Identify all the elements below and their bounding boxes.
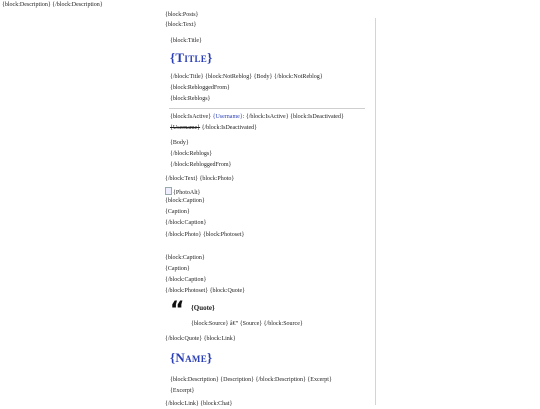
block-title: {block:Title} (170, 38, 202, 44)
reblogs-close: {/block:Reblogs} (170, 151, 213, 157)
not-reblog-line: {/block:Title} {block:NotReblog} {Body} {/block:NotReblog} (170, 74, 323, 80)
photo-caption-close: {/block:Caption} (165, 220, 207, 226)
quote-icon: “ (170, 298, 185, 323)
link-description: {block:Description} {Description} {/block:Description} {Excerpt} (170, 377, 332, 383)
photo-close-photoset-open: {/block:Photo} {block:Photoset} (165, 232, 245, 238)
username-link[interactable]: {Username} (212, 114, 243, 120)
post-title: {Title} (170, 50, 213, 65)
photo-caption-open: {block:Caption} (165, 198, 205, 204)
photoset-caption-close: {/block:Caption} (165, 277, 207, 283)
text-close-photo-open: {/block:Text} {block:Photo} (165, 176, 235, 182)
deactivated-username: {Username} (170, 125, 201, 131)
reblog-separator (169, 108, 365, 109)
link-name[interactable]: {Name} (170, 350, 213, 365)
link-excerpt: {Excerpt} (170, 388, 195, 394)
is-deactivated-line (170, 125, 257, 133)
link-close-chat-open: {/block:Link} {block:Chat} (165, 401, 233, 407)
quote-source: {block:Source} â€” {Source} {/block:Source} (191, 321, 303, 327)
photo-alt-text: {PhotoAlt} (173, 190, 201, 196)
reblogged-from-close: {/block:RebloggedFrom} (170, 162, 232, 168)
photo-alt (165, 187, 200, 198)
block-reblogs: {block:Reblogs} (170, 96, 211, 102)
photo-caption: {Caption} (165, 209, 190, 215)
quote-close-link-open: {/block:Quote} {block:Link} (165, 336, 236, 342)
is-active-line (170, 114, 344, 122)
broken-image-icon (165, 187, 172, 195)
is-active-open: {block:IsActive} (170, 114, 212, 120)
photoset-close-quote-open: {/block:Photoset} {block:Quote} (165, 288, 246, 294)
header-text: {block:Description} {/block:Description} (2, 2, 103, 8)
reblogged-from: {block:RebloggedFrom} (170, 85, 230, 91)
is-active-close: : {/block:IsActive} {block:IsDeactivated} (242, 114, 344, 120)
reblog-body: {Body} (170, 140, 189, 146)
photoset-caption: {Caption} (165, 266, 190, 272)
is-deactivated-close: {/block:IsDeactivated} (200, 125, 257, 131)
quote-text: {Quote} (191, 304, 215, 312)
post-column (165, 10, 377, 405)
block-posts: {block:Posts} (165, 12, 199, 18)
photoset-caption-open: {block:Caption} (165, 255, 205, 261)
block-text: {block:Text} (165, 22, 197, 28)
